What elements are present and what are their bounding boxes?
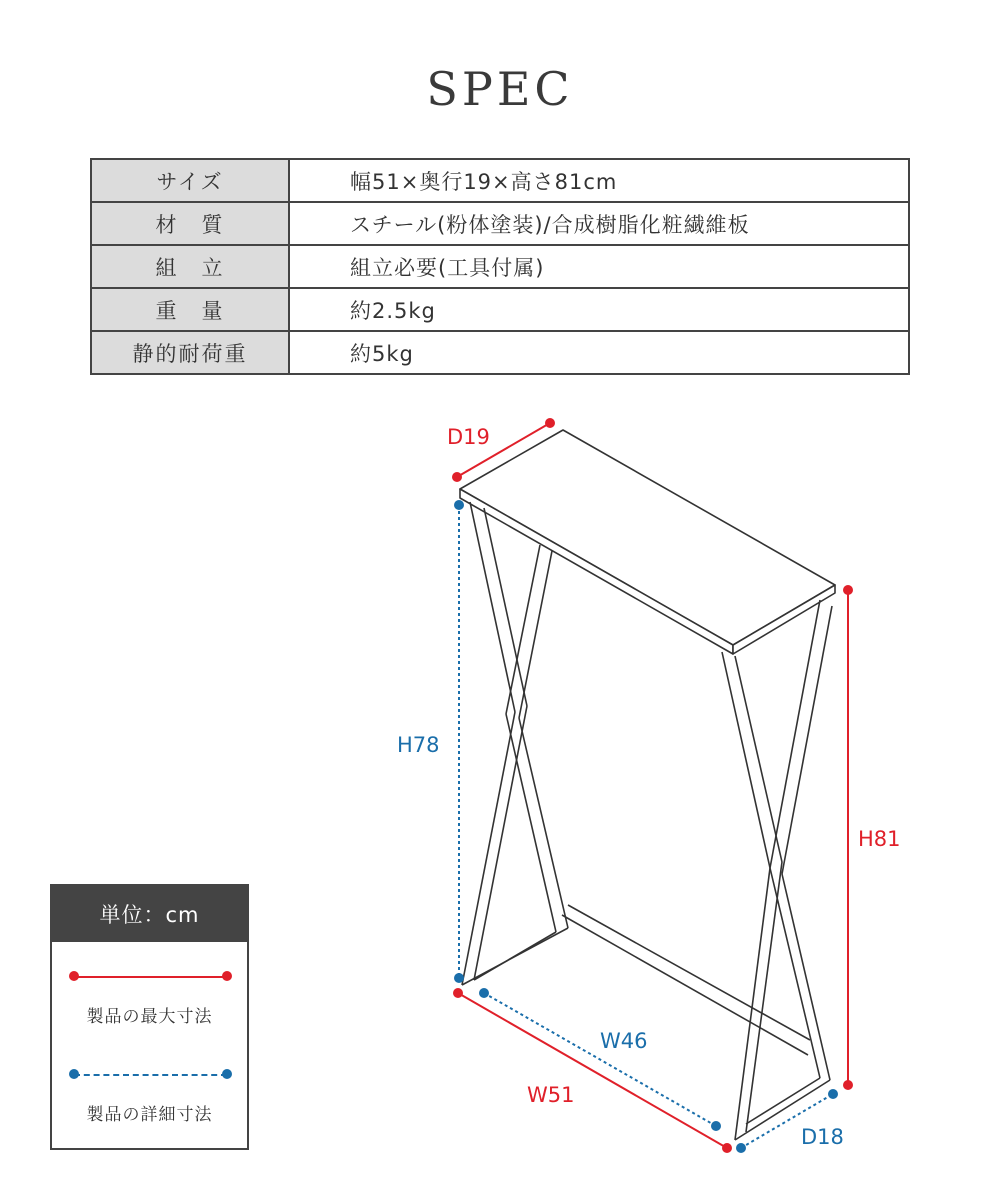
label-w-max: W51 [527,1083,575,1107]
legend-max-label: 製品の最大寸法 [86,1007,213,1027]
legend-detail-dot-left [69,1069,79,1079]
spec-key: 重 量 [91,288,289,331]
legend-detail-label: 製品の詳細寸法 [86,1105,213,1125]
legend-max-line [74,976,227,978]
legend-unit-header: 単位：cm [52,886,247,942]
spec-key: 静的耐荷重 [91,331,289,374]
legend-max-dot-right [222,971,232,981]
label-h-detail: H78 [397,733,440,757]
label-h-max: H81 [858,827,901,851]
legend-detail-dot-right [222,1069,232,1079]
spec-key: サイズ [91,159,289,202]
legend-max-dot-left [69,971,79,981]
spec-value: 約5kg [289,331,909,374]
label-d-max: D19 [447,425,490,449]
spec-value: スチール(粉体塗装)/合成樹脂化粧繊維板 [289,202,909,245]
legend-detail-line [74,1074,227,1076]
label-w-detail: W46 [600,1029,648,1053]
spec-value: 約2.5kg [289,288,909,331]
rack-outline [460,430,835,1140]
spec-value: 幅51×奥行19×高さ81cm [289,159,909,202]
spec-key: 組 立 [91,245,289,288]
spec-value: 組立必要(工具付属) [289,245,909,288]
unit-legend [50,884,249,1150]
page-title: SPEC [426,62,574,116]
label-d-detail: D18 [801,1125,844,1149]
spec-key: 材 質 [91,202,289,245]
